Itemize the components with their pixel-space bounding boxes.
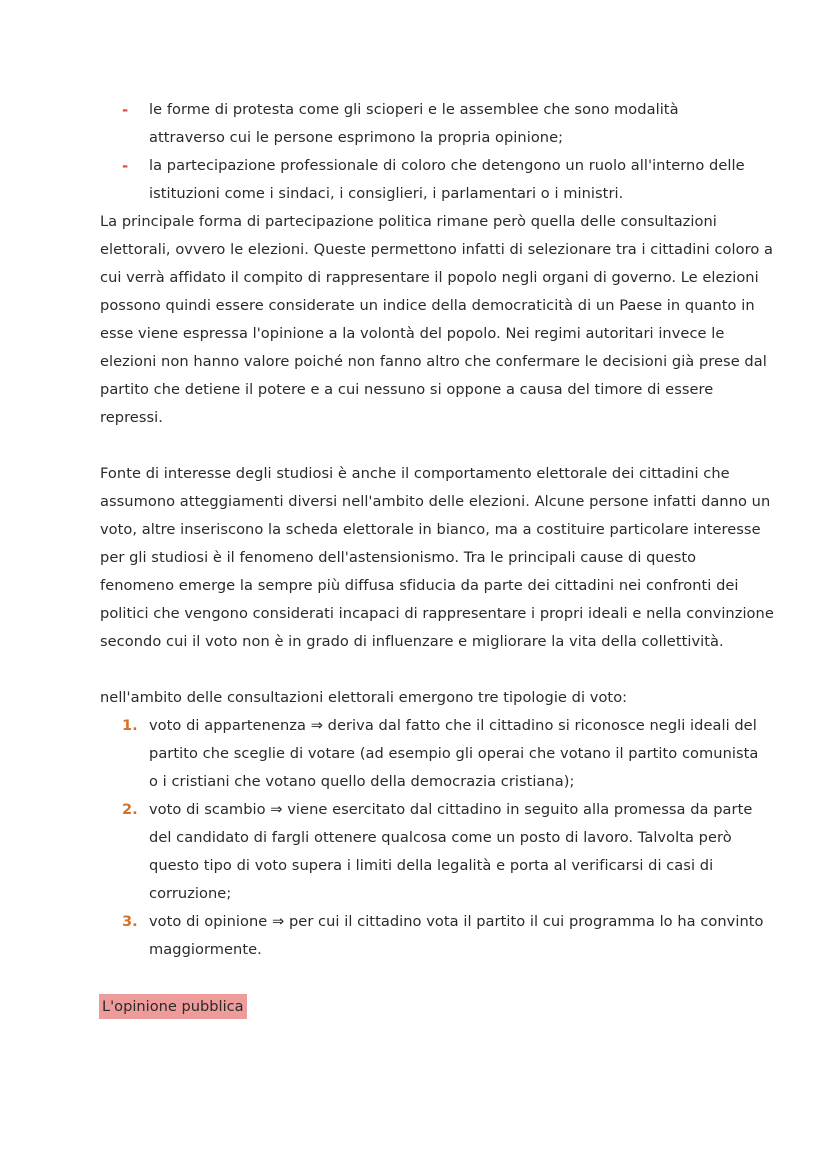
list-number: 1.: [122, 717, 138, 734]
paragraph-1-line: possono quindi essere considerate un indice della democraticità di un Paese in quanto in: [100, 297, 755, 314]
vote-type-1-line: partito che sceglie di votare (ad esempio gli operai che votano il partito comunista: [149, 745, 759, 762]
vote-type-3-line: voto di opinione ⇒ per cui il cittadino vota il partito il cui programma lo ha convinto: [149, 913, 764, 930]
vote-type-2-line: questo tipo di voto supera i limiti della legalità e porta al verificarsi di casi di: [149, 857, 714, 874]
bullet-dash: -: [122, 157, 129, 175]
vote-type-2-line: del candidato di fargli ottenere qualcosa come un posto di lavoro. Talvolta però: [149, 829, 732, 846]
bullet-2-line-1: la partecipazione professionale di coloro che detengono un ruolo all'interno delle: [149, 157, 745, 174]
paragraph-1-line: cui verrà affidato il compito di rappresentare il popolo negli organi di governo. Le elezioni: [100, 269, 759, 286]
bullet-1-line-1: le forme di protesta come gli scioperi e le assemblee che sono modalità: [149, 101, 679, 118]
vote-types-intro: nell'ambito delle consultazioni elettorali emergono tre tipologie di voto:: [100, 689, 628, 706]
bullet-dash: -: [122, 101, 129, 119]
vote-type-2-line: corruzione;: [149, 885, 232, 902]
paragraph-1-line: repressi.: [100, 409, 163, 426]
vote-type-1-line: voto di appartenenza ⇒ deriva dal fatto che il cittadino si riconosce negli ideali del: [149, 717, 757, 734]
vote-type-1-line: o i cristiani che votano quello della democrazia cristiana);: [149, 773, 575, 790]
bullet-1-line-2: attraverso cui le persone esprimono la propria opinione;: [149, 129, 564, 146]
paragraph-2-line: politici che vengono considerati incapaci di rappresentare i propri ideali e nella convinzione: [100, 605, 774, 622]
bullet-2-line-2: istituzioni come i sindaci, i consiglieri, i parlamentari o i ministri.: [149, 185, 624, 202]
vote-type-2-line: voto di scambio ⇒ viene esercitato dal cittadino in seguito alla promessa da parte: [149, 801, 753, 818]
paragraph-2-line: secondo cui il voto non è in grado di influenzare e migliorare la vita della collettività.: [100, 633, 724, 650]
paragraph-1-line: elettorali, ovvero le elezioni. Queste permettono infatti di selezionare tra i cittadini coloro a: [100, 241, 774, 258]
paragraph-2-line: Fonte di interesse degli studiosi è anche il comportamento elettorale dei cittadini che: [100, 465, 730, 482]
vote-type-3-line: maggiormente.: [149, 941, 262, 958]
list-number: 2.: [122, 801, 138, 818]
section-heading-opinione-pubblica: L'opinione pubblica: [99, 994, 247, 1019]
list-number: 3.: [122, 913, 138, 930]
paragraph-1-line: esse viene espressa l'opinione a la volontà del popolo. Nei regimi autoritari invece le: [100, 325, 725, 342]
paragraph-2-line: fenomeno emerge la sempre più diffusa sfiducia da parte dei cittadini nei confronti dei: [100, 577, 739, 594]
paragraph-1-line: elezioni non hanno valore poiché non fanno altro che confermare le decisioni già prese dal: [100, 353, 767, 370]
paragraph-2-line: per gli studiosi è il fenomeno dell'astensionismo. Tra le principali cause di questo: [100, 549, 697, 566]
paragraph-1-line: La principale forma di partecipazione politica rimane però quella delle consultazioni: [100, 213, 717, 230]
paragraph-2-line: assumono atteggiamenti diversi nell'ambito delle elezioni. Alcune persone infatti danno un: [100, 493, 771, 510]
paragraph-1-line: partito che detiene il potere e a cui nessuno si oppone a causa del timore di essere: [100, 381, 714, 398]
paragraph-2-line: voto, altre inseriscono la scheda elettorale in bianco, ma a costituire particolare interesse: [100, 521, 761, 538]
